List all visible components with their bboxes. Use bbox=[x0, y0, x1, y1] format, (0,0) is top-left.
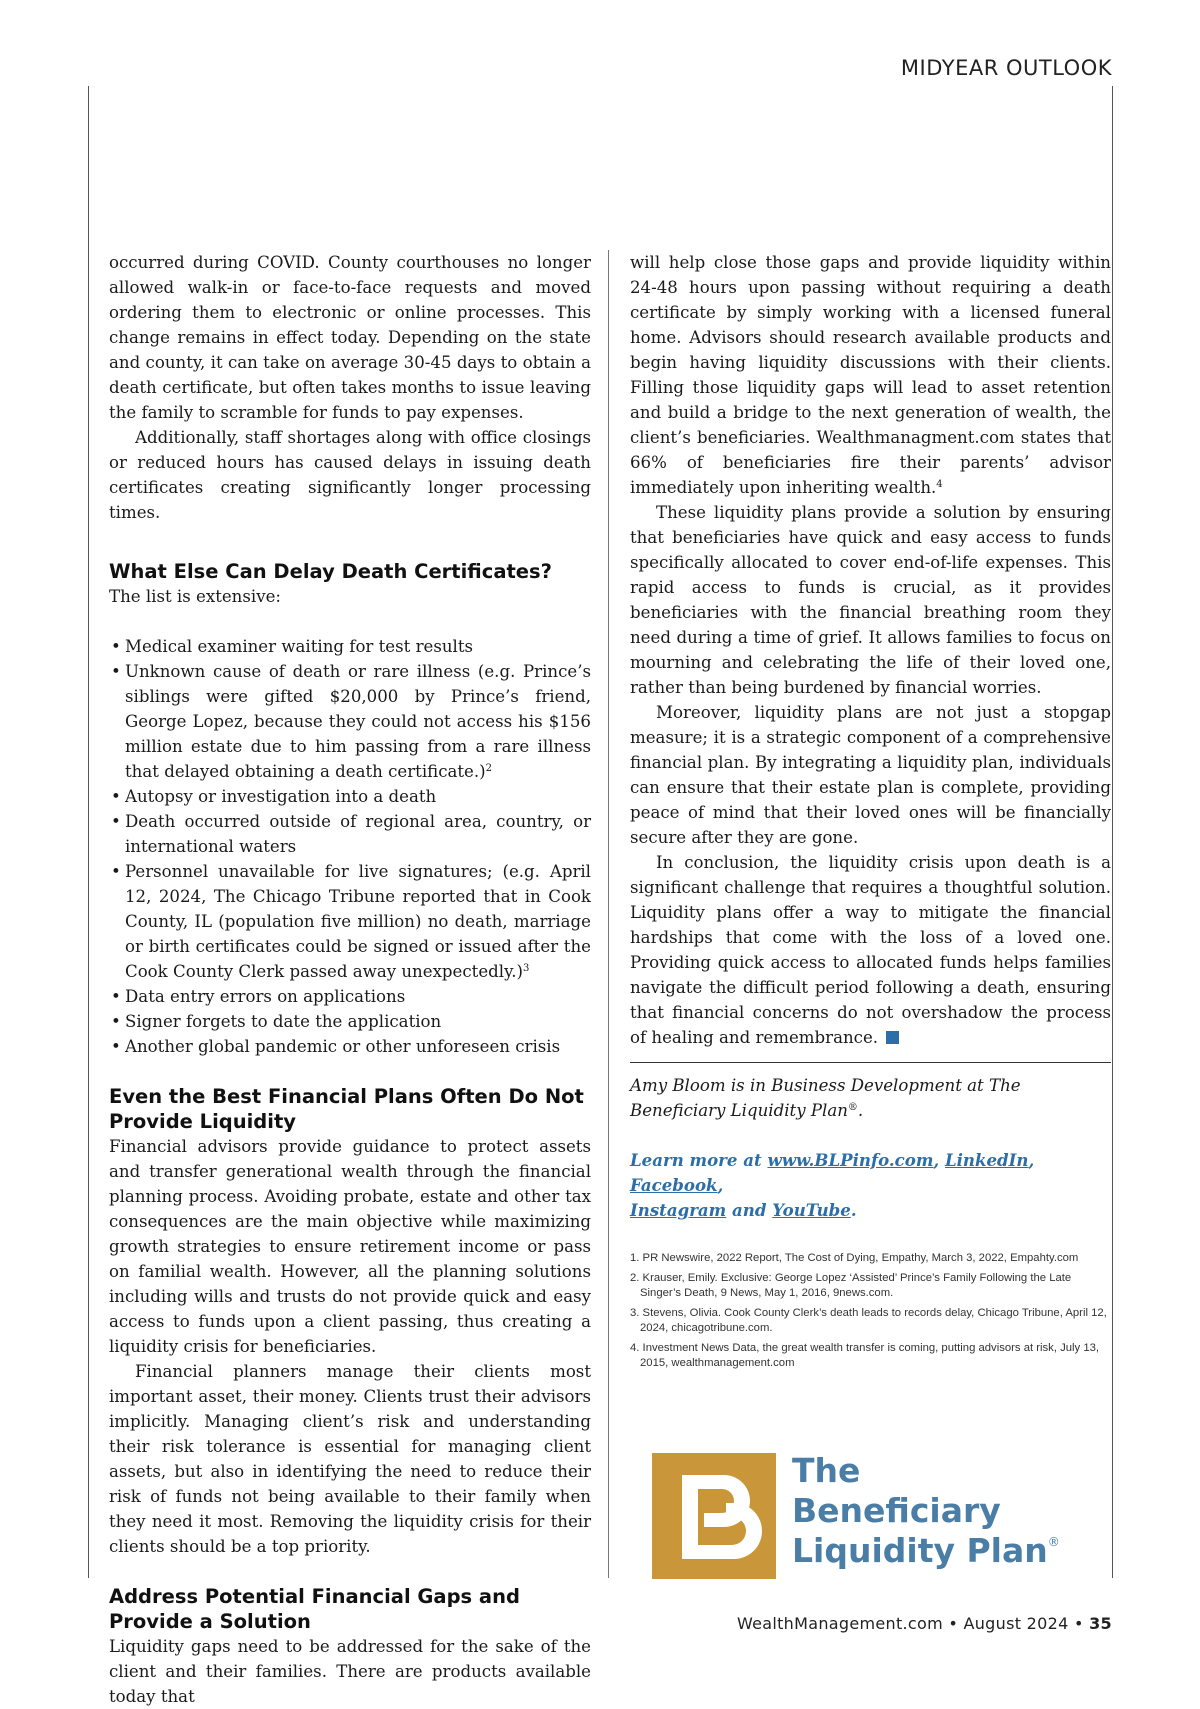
footnote-ref: 4 bbox=[936, 479, 943, 490]
body-paragraph: In conclusion, the liquidity crisis upon death is a significant challenge that requires a thoughtful solution. Liquidity plans offer a way to mitigate the financial hardships that come with the loss of a loved one. Providing quick access to allocated funds helps families navigate the difficult period following a death, ensuring that financial concerns do not overshadow the process of healing and remembrance. bbox=[630, 853, 1111, 1047]
reference-item: 1. PR Newswire, 2022 Report, The Cost of Dying, Empathy, March 3, 2022, Empahty.com bbox=[630, 1252, 1079, 1264]
list-item: • Signer forgets to date the application bbox=[109, 1009, 591, 1034]
footnote-ref: 3 bbox=[523, 963, 530, 974]
reference-item: 2. Krauser, Emily. Exclusive: George Lopez ‘Assisted’ Prince’s Family Following the Late Singer’s Death, 9 News, May 1, 2016, 9news.com. bbox=[630, 1272, 1072, 1299]
left-column bbox=[109, 250, 591, 1709]
youtube-link[interactable]: YouTube bbox=[772, 1200, 851, 1220]
list-item: • Unknown cause of death or rare illness (e.g. Prince’s siblings were gifted $20,000 by Prince’s friend, George Lopez, because they could not access his $156 million estate due to him passing from a rare illness that delayed obtaining a death certificate.)$^2$ bbox=[109, 659, 591, 784]
section-heading: Even the Best Financial Plans Often Do Not Provide Liquidity bbox=[109, 1085, 584, 1133]
page-number: 35 bbox=[1089, 1614, 1112, 1633]
list-item: • Autopsy or investigation into a death bbox=[109, 784, 591, 809]
list-item: • Death occurred outside of regional area, country, or international waters bbox=[109, 809, 591, 859]
section-label: MIDYEAR OUTLOOK bbox=[900, 56, 1112, 80]
body-paragraph: Financial advisors provide guidance to protect assets and transfer generational wealth through the financial planning process. Avoiding probate, estate and other tax consequences are the main objective while maximizing growth strategies to ensure retirement income or pass on familial wealth. However, all the planning solutions including wills and trusts do not provide quick and easy access to funds upon a client passing, thus creating a liquidity crisis for beneficiaries. bbox=[109, 1137, 591, 1356]
list-item: • Personnel unavailable for live signatures; (e.g. April 12, 2024, The Chicago Tribune reported that in Cook County, IL (population five million) no death, marriage or birth certificates could be signed or issued after the Cook County Clerk passed away unexpectedly.)$^3$ bbox=[109, 859, 591, 984]
section-heading: What Else Can Delay Death Certificates? bbox=[109, 560, 552, 583]
column-rule-middle bbox=[608, 250, 609, 1578]
body-paragraph: Additionally, staff shortages along with office closings or reduced hours has caused delays in issuing death certificates creating significantly longer processing times. bbox=[109, 428, 591, 522]
column-rule-left bbox=[88, 86, 89, 1578]
logo-wordmark: The Beneficiary Liquidity Plan® bbox=[792, 1451, 1060, 1570]
facebook-link[interactable]: Facebook bbox=[630, 1175, 718, 1195]
body-paragraph: will help close those gaps and provide liquidity within 24-48 hours upon passing without requiring a death certificate by simply working with a licensed funeral home. Advisors should research available products and begin having liquidity discussions with their clients. Filling those liquidity gaps will lead to asset retention and build a bridge to the next generation of wealth, the client’s beneficiaries. Wealthmanagment.com states that 66% of beneficiaries fire their parents’ advisor immediately upon inheriting wealth.$^4$ bbox=[630, 253, 1111, 497]
author-bio: Amy Bloom is in Business Development at The Beneficiary Liquidity Plan®. bbox=[630, 1076, 1021, 1120]
body-paragraph: Liquidity gaps need to be addressed for the sake of the client and their families. There are products available today that bbox=[109, 1637, 591, 1706]
page-footer: WealthManagement.com • August 2024 • 35 bbox=[736, 1614, 1112, 1633]
beneficiary-liquidity-plan-logo bbox=[652, 1453, 1092, 1583]
website-link[interactable]: www.BLPinfo.com bbox=[767, 1150, 934, 1170]
body-paragraph: These liquidity plans provide a solution by ensuring that beneficiaries have quick and easy access to funds specifically allocated to cover end-of-life expenses. This rapid access to funds is crucial, as it provides beneficiaries with the financial breathing room they need during a time of grief. It allows families to focus on mourning and celebrating the life of their loved one, rather than being burdened by financial worries. bbox=[630, 503, 1111, 697]
body-paragraph: The list is extensive: bbox=[109, 587, 281, 606]
learn-more-links: Learn more at www.BLPinfo.com, LinkedIn, Facebook, Instagram and YouTube. bbox=[630, 1150, 1035, 1220]
logo-mark bbox=[652, 1453, 776, 1579]
column-rule-right bbox=[1112, 86, 1113, 1578]
section-heading: Address Potential Financial Gaps and Provide a Solution bbox=[109, 1585, 520, 1633]
right-column bbox=[630, 250, 1111, 1376]
list-item: • Another global pandemic or other unforeseen crisis bbox=[109, 1034, 591, 1059]
instagram-link[interactable]: Instagram bbox=[630, 1200, 727, 1220]
logo-b-glyph-icon bbox=[652, 1453, 776, 1579]
bullet-list bbox=[109, 634, 591, 1059]
list-item: • Data entry errors on applications bbox=[109, 984, 591, 1009]
references-list bbox=[630, 1251, 1111, 1371]
linkedin-link[interactable]: LinkedIn bbox=[944, 1150, 1029, 1170]
body-paragraph: occurred during COVID. County courthouses no longer allowed walk-in or face-to-face requests and moved ordering them to electronic or online processes. This change remains in effect today. Depending on the state and county, it can take on average 30-45 days to obtain a death certificate, but often takes months to issue leaving the family to scramble for funds to pay expenses. bbox=[109, 253, 591, 422]
body-paragraph: Financial planners manage their clients most important asset, their money. Clients trust their advisors implicitly. Managing client’s risk and understanding their risk tolerance is essential for managing client assets, but also in identifying the need to reduce their risk of funds not being available to their family when they need it most. Removing the liquidity crisis for their clients should be a top priority. bbox=[109, 1362, 591, 1556]
footnote-ref: 2 bbox=[485, 763, 493, 774]
list-item: • Medical examiner waiting for test results bbox=[109, 634, 591, 659]
divider bbox=[630, 1062, 1111, 1063]
reference-item: 4. Investment News Data, the great wealth transfer is coming, putting advisors at risk, July 13, 2015, wealthmanagement.com bbox=[630, 1342, 1100, 1369]
end-of-article-mark bbox=[886, 1031, 899, 1044]
reference-item: 3. Stevens, Olivia. Cook County Clerk’s death leads to records delay, Chicago Tribune, April 12, 2024, chicagotribune.com. bbox=[630, 1307, 1107, 1334]
body-paragraph: Moreover, liquidity plans are not just a stopgap measure; it is a strategic component of a comprehensive financial plan. By integrating a liquidity plan, individuals can ensure that their estate plan is complete, providing peace of mind that their loved ones will be financially secure after they are gone. bbox=[630, 703, 1111, 847]
